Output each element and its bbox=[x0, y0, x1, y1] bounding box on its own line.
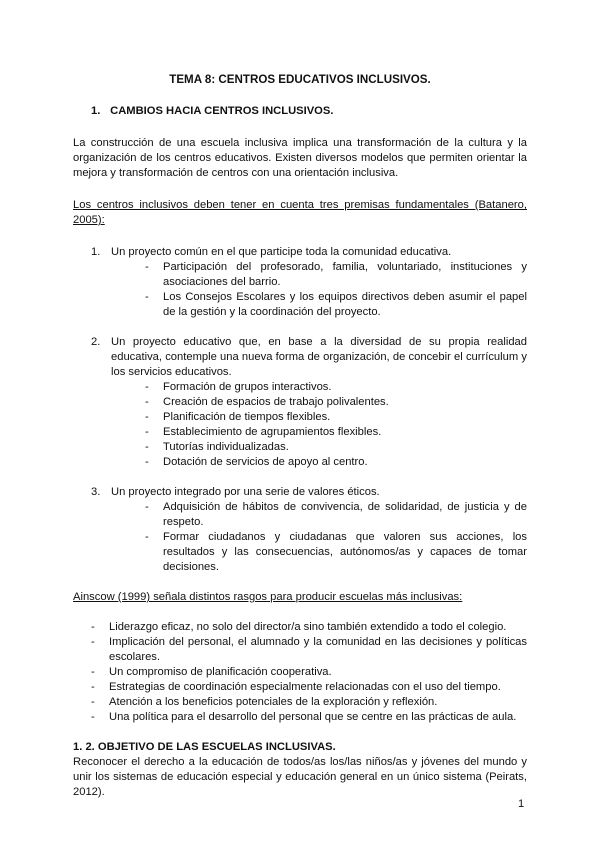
premisa-sublist bbox=[145, 380, 527, 470]
premisa-sublist bbox=[145, 260, 527, 320]
sublist-item: - Dotación de servicios de apoyo al centro. bbox=[145, 455, 527, 470]
ainscow-item: - Liderazgo eficaz, no solo del director/a sino también extendido a todo el colegio. bbox=[91, 620, 527, 635]
premisa-number: 2. bbox=[91, 336, 101, 348]
premisa-number: 3. bbox=[91, 486, 101, 498]
ainscow-intro: Ainscow (1999) señala distintos rasgos para producir escuelas más inclusivas: bbox=[73, 591, 463, 603]
section-number: 1. bbox=[91, 105, 101, 117]
premisa-text: Un proyecto educativo que, en base a la diversidad de su propia realidad educativa, contemple una nueva forma de organización, de concebir el currículum y los servicios educativos. bbox=[111, 336, 527, 378]
ainscow-list bbox=[91, 620, 527, 725]
section-heading-text: CAMBIOS HACIA CENTROS INCLUSIVOS. bbox=[110, 105, 334, 117]
premisa-text: Un proyecto común en el que participe toda la comunidad educativa. bbox=[111, 246, 452, 258]
sublist-item: - Tutorías individualizadas. bbox=[145, 440, 527, 455]
premisas-list bbox=[73, 245, 527, 575]
sublist-item: - Creación de espacios de trabajo polivalentes. bbox=[145, 395, 527, 410]
premisa-text: Un proyecto integrado por una serie de valores éticos. bbox=[111, 486, 380, 498]
premisas-intro: Los centros inclusivos deben tener en cuenta tres premisas fundamentales (Batanero, 2005): bbox=[73, 199, 527, 226]
page-number: 1 bbox=[518, 798, 525, 810]
sublist-item: - Los Consejos Escolares y los equipos directivos deben asumir el papel de la gestión y la coordinación del proyecto. bbox=[145, 290, 527, 320]
sublist-item: - Formación de grupos interactivos. bbox=[145, 380, 527, 395]
sublist-item: - Adquisición de hábitos de convivencia, de solidaridad, de justicia y de respeto. bbox=[145, 500, 527, 530]
ainscow-item: - Una política para el desarrollo del personal que se centre en las prácticas de aula. bbox=[91, 710, 527, 725]
sublist-item: - Formar ciudadanos y ciudadanas que valoren sus acciones, los resultados y las consecuencias, autónomos/as y capaces de tomar decisiones. bbox=[145, 530, 527, 575]
premisa-item bbox=[73, 485, 527, 575]
premisa-sublist bbox=[145, 500, 527, 575]
sublist-item: - Participación del profesorado, familia, voluntariado, instituciones y asociaciones del barrio. bbox=[145, 260, 527, 290]
ainscow-item: - Estrategias de coordinación especialmente relacionadas con el uso del tiempo. bbox=[91, 680, 527, 695]
subsection-paragraph: Reconocer el derecho a la educación de todos/as los/las niños/as y jóvenes del mundo y unir los sistemas de educación especial y educación general en un único sistema (Peirats, 2012). bbox=[73, 756, 527, 798]
ainscow-item: - Un compromiso de planificación cooperativa. bbox=[91, 665, 527, 680]
premisa-item bbox=[73, 245, 527, 320]
ainscow-item: - Atención a los beneficios potenciales de la exploración y reflexión. bbox=[91, 695, 527, 710]
premisa-number: 1. bbox=[91, 246, 101, 258]
section-heading bbox=[91, 104, 527, 119]
subsection-heading: 1. 2. OBJETIVO DE LAS ESCUELAS INCLUSIVAS. bbox=[73, 741, 336, 753]
sublist-item: - Establecimiento de agrupamientos flexibles. bbox=[145, 425, 527, 440]
page-title: TEMA 8: CENTROS EDUCATIVOS INCLUSIVOS. bbox=[169, 73, 431, 86]
premisa-item bbox=[73, 335, 527, 470]
page-content bbox=[73, 72, 527, 800]
intro-paragraph: La construcción de una escuela inclusiva implica una transformación de la cultura y la organización de los centros educativos. Existen diversos modelos que permiten orientar la mejora y transformación de centros con una orientación inclusiva. bbox=[73, 137, 527, 179]
ainscow-item: - Implicación del personal, el alumnado y la comunidad en las decisiones y políticas escolares. bbox=[91, 635, 527, 665]
sublist-item: - Planificación de tiempos flexibles. bbox=[145, 410, 527, 425]
